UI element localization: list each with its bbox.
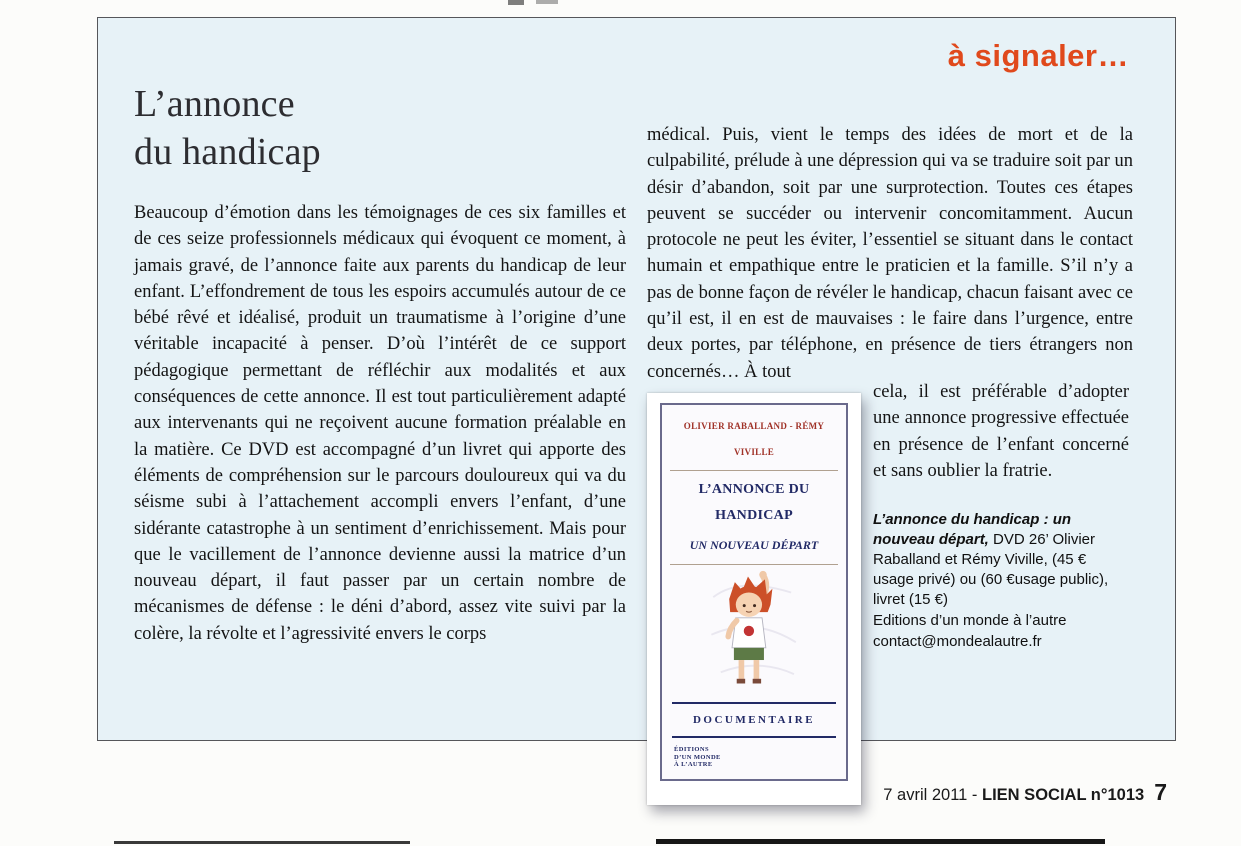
dvd-title-label: L’ANNONCE DU HANDICAP [698, 481, 810, 523]
article-paragraph-right-top: médical. Puis, vient le temps des idées de mort et de la culpabilité, prélude à une dépression qui va se traduire soit par un désir d’abandon, soit par une surprotection. Toutes ces étapes peuvent se succéder ou intervenir concomitamment. Aucun protocole ne peut les éviter, l’essentiel se situant dans le contact humain et empathique entre le praticien et la famille. S’il n’y a pas de bonne façon de révéler le handicap, chacun faisant avec ce qu’il est, il en est de mauvaises : le faire dans l’urgence, entre deux portes, par téléphone, en présence de tiers étrangers non concernés… À tout [647, 125, 1133, 382]
dvd-caption [873, 510, 1129, 652]
page-title-line1: L’annonce [134, 83, 295, 125]
article-column-right [647, 122, 1133, 805]
page-title [134, 80, 321, 176]
article-paragraph-left: Beaucoup d’émotion dans les témoignages de ces six familles et de ces seize professionnels médicaux qui évoquent ce moment, à jamais gravé, de l’annonce faite aux parents du handicap de leur enfant. L’effondrement de tous les espoirs accumulés autour de ce bébé rêvé et idéalisé, produit un traumatisme à l’origine d’une véritable incapacité à penser. D’où l’intérêt de ce support pédagogique permettant de réfléchir aux modalités et aux conséquences de cette annonce. Il est tout particulièrement adapté aux intervenants qui ne reçoivent aucune formation préalable en la matière. Ce DVD est accompagné d’un livret qui apporte des éléments de compréhension sur le parcours douloureux qui va du séisme subi à l’attachement accompli envers l’enfant, d’une sidérante catastrophe à un sentiment d’enrichissement. Mais pour que le vacillement de l’annonce devienne aussi la matrice d’un nouveau départ, il faut passer par un certain nombre de mécanismes de défense : le déni d’abord, assez vite suivi par la colère, la révolte et l’agressivité envers le corps [134, 203, 626, 644]
footer-journal-name: LIEN SOCIAL n°1013 [982, 786, 1145, 804]
dvd-publisher-label: ÉDITIONS D’UN MONDE À L’AUTRE [674, 746, 721, 769]
page-footer [883, 779, 1167, 806]
scan-artifact-bar [656, 839, 1105, 844]
caption-credits: DVD 26’ Olivier Raballand et Rémy Viville, (45 € usage privé) ou (60 €usage public), livret (15 €) [873, 531, 1109, 609]
caption-main [873, 510, 1129, 610]
scan-artifact-mark [508, 0, 524, 5]
footer-page-number: 7 [1154, 779, 1167, 805]
dvd-cover-figure [647, 393, 861, 805]
caption-publisher: Editions d’un monde à l’autre [873, 612, 1067, 630]
caption-contact-email: contact@mondealautre.fr [873, 633, 1042, 651]
footer-date: 7 avril 2011 - [883, 786, 983, 804]
caption-title: L’annonce du handicap : un nouveau départ, [873, 511, 1072, 549]
dvd-genre-label: DOCUMENTAIRE [672, 702, 836, 738]
article-column-left [134, 200, 626, 647]
wrapped-text-and-caption [873, 379, 1129, 653]
page-title-line2: du handicap [134, 131, 321, 173]
section-badge: à signaler… [947, 38, 1129, 73]
scan-artifact-bar [114, 841, 410, 844]
dvd-girl-illustration [702, 569, 805, 691]
article-content-box [97, 17, 1176, 769]
dvd-subtitle-label: UN NOUVEAU DÉPART [670, 532, 838, 565]
article-paragraph-right-wrap: cela, il est préférable d’adopter une annonce progressive effectuée en présence de l’enfant concerné et sans oublier la fratrie. [873, 381, 1129, 481]
scan-artifact-mark [536, 0, 558, 4]
dvd-cover [660, 403, 848, 781]
dvd-authors-label: OLIVIER RABALLAND - RÉMY VIVILLE [670, 413, 838, 471]
figure-row [647, 381, 1133, 805]
